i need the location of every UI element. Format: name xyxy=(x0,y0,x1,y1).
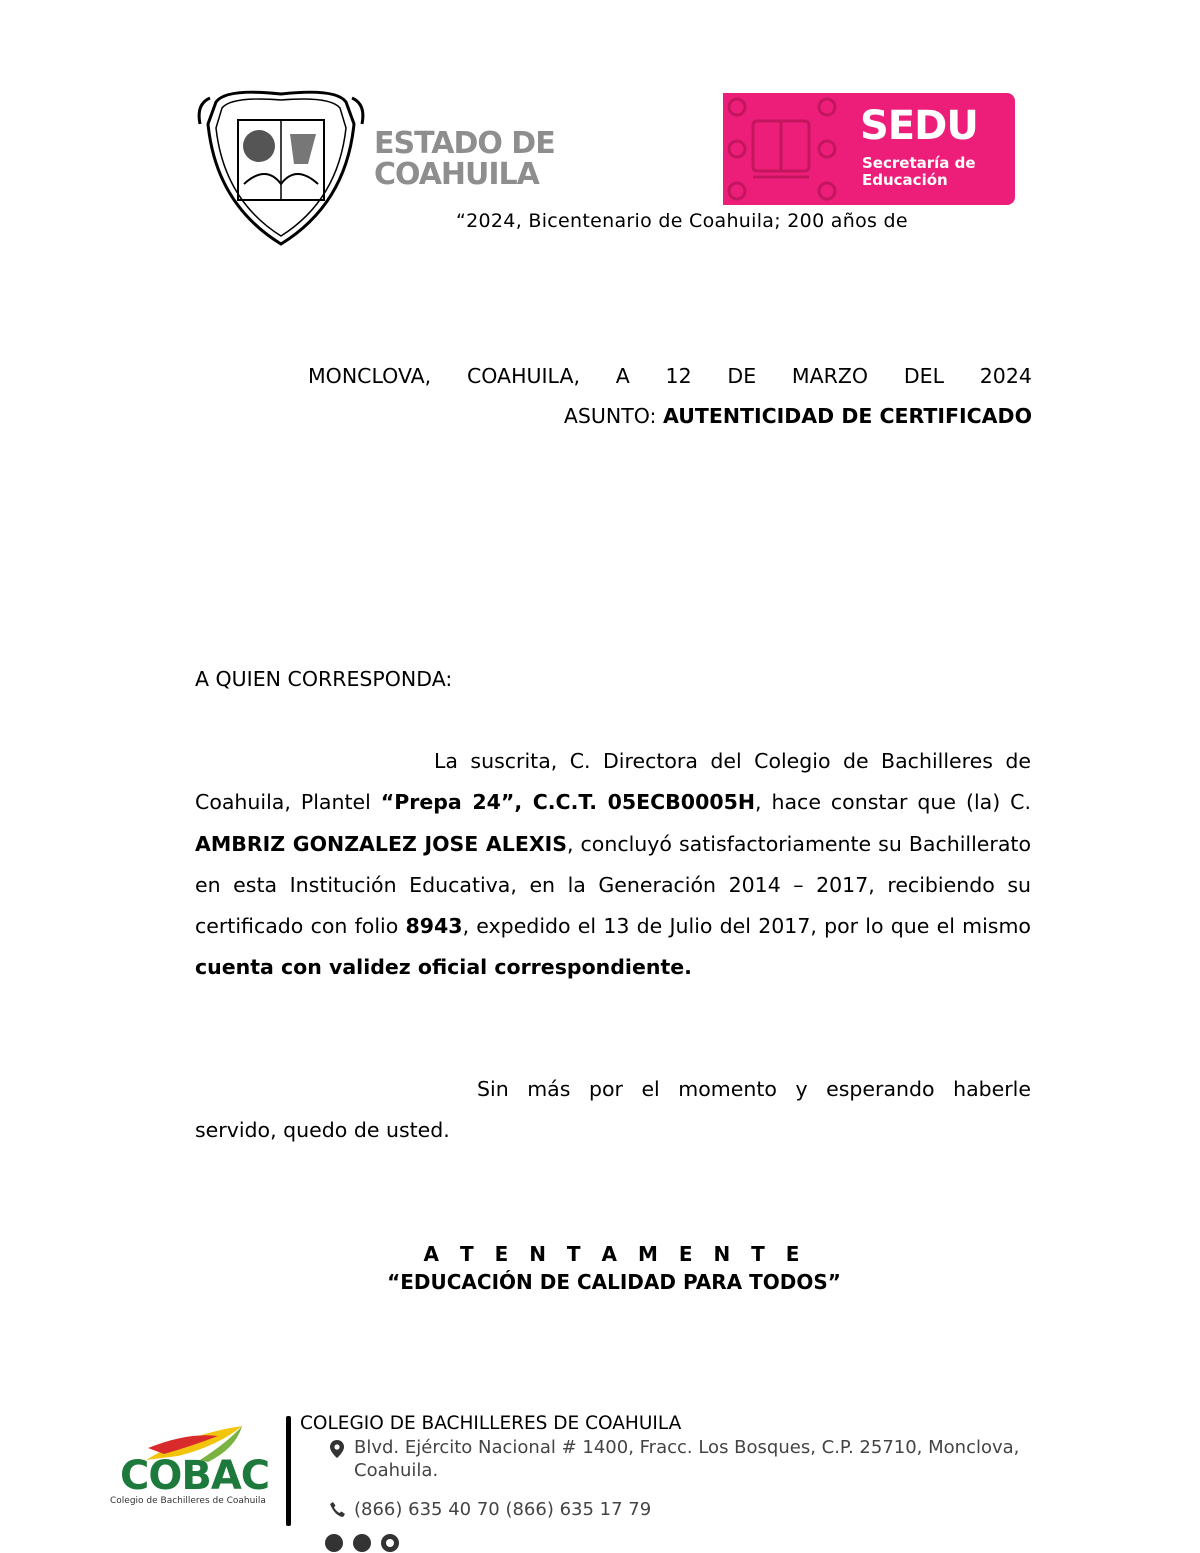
dateline-word: A xyxy=(615,364,630,388)
footer-address-line-1: Blvd. Ejército Nacional # 1400, Fracc. Los Bosques, C.P. 25710, Monclova, xyxy=(354,1437,1020,1458)
dateline-word: MONCLOVA, xyxy=(308,364,432,388)
student-name: AMBRIZ GONZALEZ JOSE ALEXIS xyxy=(195,831,568,856)
body-text: La suscrita, C. Directora del Colegio de Bachilleres de Coahuila, Plantel xyxy=(195,749,1031,815)
sedu-subtitle-1: Secretaría de xyxy=(862,154,976,172)
body-text: , hace constar que (la) C. xyxy=(755,790,1031,815)
subject-line xyxy=(564,404,1032,428)
dateline-word: COAHUILA, xyxy=(466,364,580,388)
dateline-word: 2024 xyxy=(979,364,1032,388)
sedu-title: SEDU xyxy=(860,103,978,149)
location-pin-icon xyxy=(330,1440,344,1458)
phone-icon xyxy=(330,1502,345,1517)
social-media-icons xyxy=(324,1528,404,1553)
estado-de-coahuila-logo: ESTADO DE COAHUILA xyxy=(374,126,555,192)
salutation: A QUIEN CORRESPONDA: xyxy=(195,667,453,691)
coahuila-seal-logo xyxy=(196,84,366,252)
footer-address-line-2: Coahuila. xyxy=(354,1460,439,1481)
dateline-word: MARZO xyxy=(791,364,869,388)
certificate-folio: 8943 xyxy=(405,914,463,939)
dateline-word: DEL xyxy=(903,364,944,388)
cobac-tagline: Colegio de Bachilleres de Coahuila xyxy=(110,1496,266,1506)
closing-motto: “EDUCACIÓN DE CALIDAD PARA TODOS” xyxy=(387,1270,841,1294)
twitter-icon xyxy=(353,1534,371,1552)
dateline-word: 12 xyxy=(665,364,692,388)
body-paragraph-2 xyxy=(195,1069,1031,1152)
cobac-logo xyxy=(108,1424,290,1510)
cobac-wordmark: COBAC xyxy=(120,1453,270,1499)
validity-statement: cuenta con validez oficial correspondiente. xyxy=(195,955,692,980)
plantel-cct: “Prepa 24”, C.C.T. 05ECB0005H xyxy=(380,790,756,815)
subject-label: ASUNTO: xyxy=(563,404,657,428)
footer-divider xyxy=(286,1416,291,1526)
body-text: , expedido el 13 de Julio del 2017, por lo que el mismo xyxy=(462,914,1031,939)
header-motto: “2024, Bicentenario de Coahuila; 200 años de xyxy=(456,210,908,232)
atentamente: A T E N T A M E N T E xyxy=(423,1242,807,1266)
dateline-word: DE xyxy=(727,364,757,388)
dateline xyxy=(308,363,1032,390)
body-paragraph-1 xyxy=(195,741,1031,989)
subject-value: AUTENTICIDAD DE CERTIFICADO xyxy=(662,404,1032,428)
footer-phones: (866) 635 40 70 (866) 635 17 79 xyxy=(354,1499,652,1520)
sedu-pattern-icon xyxy=(723,93,845,205)
sedu-logo-banner xyxy=(723,93,1015,205)
body-text: Sin más por el momento y esperando haberle servido, quedo de usted. xyxy=(195,1077,1031,1143)
footer-institution: COLEGIO DE BACHILLERES DE COAHUILA xyxy=(300,1413,682,1434)
body-text: , concluyó satisfactoriamente su Bachillerato en esta Institución Educativa, en la Generación 2014 – 2017, recibiendo su certificado con folio xyxy=(195,831,1031,939)
facebook-icon xyxy=(325,1534,343,1552)
sedu-subtitle-2: Educación xyxy=(862,171,948,189)
